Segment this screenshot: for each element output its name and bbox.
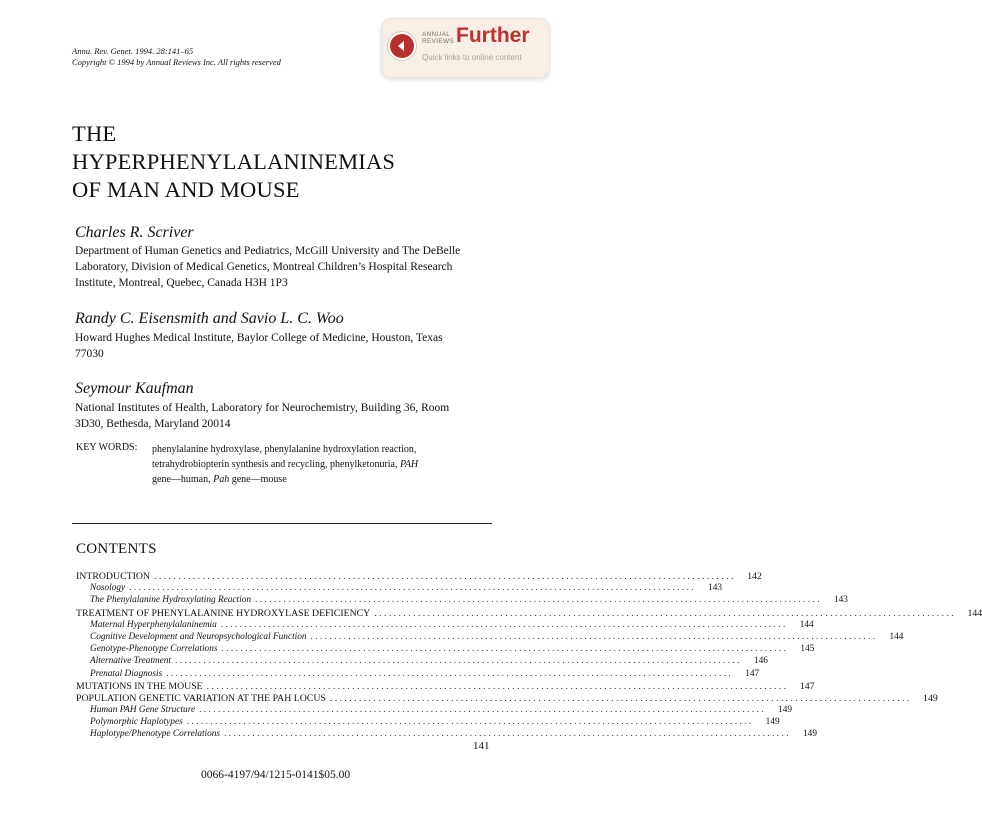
further-tagline: Quick links to online content [422, 53, 522, 62]
toc-page: 145 [800, 644, 815, 655]
toc-page: 149 [923, 692, 938, 704]
toc-label: MUTATIONS IN THE MOUSE [76, 680, 203, 692]
author-affiliation: National Institutes of Health, Laboratory for Neurochemistry, Building 36, Room 3D30, Bethesda, Maryland 20014 [75, 402, 450, 430]
toc-entry [76, 607, 982, 620]
toc-leader: ........................................................................................................................ [374, 607, 957, 619]
back-arrow-icon [388, 32, 416, 60]
toc-subentry [76, 631, 904, 644]
toc-leader: ........................................................................................................................ [154, 571, 736, 582]
toc-leader: ........................................................................................................................ [129, 583, 697, 594]
toc-leader: ........................................................................................................................ [206, 680, 789, 692]
toc-subentry [76, 619, 814, 632]
toc-page: 149 [803, 729, 817, 740]
toc-leader: ........................................................................................................................ [166, 668, 734, 679]
toc-page: 149 [778, 705, 792, 716]
toc-label: Nosology [90, 583, 126, 594]
toc-subentry [76, 644, 815, 656]
toc-page: 147 [745, 668, 760, 679]
toc-subentry [76, 583, 723, 595]
author-name: Randy C. Eisensmith and Savio L. C. Woo [75, 310, 344, 327]
toc-page: 144 [967, 607, 982, 619]
author-affiliation: Howard Hughes Medical Institute, Baylor College of Medicine, Houston, Texas 77030 [75, 332, 443, 360]
toc-label: Maternal Hyperphenylalaninemia [90, 619, 217, 630]
section-divider [72, 523, 492, 524]
toc-leader: ........................................................................................................................ [221, 644, 789, 655]
keywords-list: phenylalanine hydroxylase, phenylalanine hydroxylation reaction, tetrahydrobiopterin synthesis and recycling, phenylketonuria, PAH gene—human, Pah gene—mouse [152, 444, 419, 485]
article-title: THE HYPERPHENYLALANINEMIAS OF MAN AND MOUSE [72, 121, 396, 202]
toc-label: Polymorphic Haplotypes [90, 717, 183, 728]
toc-label: Human PAH Gene Structure [90, 705, 196, 716]
toc-subentry [76, 717, 780, 729]
contents-heading: CONTENTS [76, 541, 157, 557]
copyright-line: Copyright © 1994 by Annual Reviews Inc. All rights reserved [72, 57, 281, 67]
toc-label: Genotype-Phenotype Correlations [90, 644, 218, 655]
further-badge[interactable] [381, 18, 550, 78]
toc-label: INTRODUCTION [76, 571, 151, 582]
toc-label: POPULATION GENETIC VARIATION AT THE PAH LOCUS [76, 692, 326, 704]
toc-subentry [76, 705, 792, 717]
price-code: 0066-4197/94/1215-0141$05.00 [201, 769, 351, 781]
further-brand: Further [456, 24, 530, 47]
toc-leader: ........................................................................................................................ [310, 631, 878, 642]
toc-label: Haplotype/Phenotype Correlations [90, 729, 221, 740]
toc-page: 147 [799, 680, 815, 692]
annual-reviews-logo: ANNUAL REVIEWS [422, 31, 455, 45]
toc-page: 149 [765, 717, 780, 728]
toc-label: Prenatal Diagnosis [90, 668, 163, 679]
toc-page: 146 [753, 656, 768, 667]
toc-label: Alternative Treatment [90, 656, 171, 667]
toc-leader: ........................................................................................................................ [329, 692, 912, 704]
toc-subentry [76, 668, 760, 681]
toc-label: The Phenylalanine Hydroxylating Reaction [90, 595, 252, 606]
toc-page: 144 [799, 619, 814, 630]
toc-leader: ........................................................................................................................ [224, 729, 791, 740]
page-number: 141 [473, 740, 490, 752]
author-name: Charles R. Scriver [75, 224, 194, 241]
toc-page: 143 [708, 583, 723, 594]
toc-leader: ........................................................................................................................ [199, 705, 766, 716]
keywords-label: KEY WORDS: [76, 442, 138, 453]
toc-page: 142 [747, 571, 762, 582]
table-of-contents [76, 571, 982, 742]
author-affiliation: Department of Human Genetics and Pediatrics, McGill University and The DeBelle Laboratory, Division of Medical Genetics, Montreal Children’s Hospital Research Institute, Montreal, Quebec, Canada H3H 1P3 [75, 245, 461, 289]
toc-page: 144 [889, 631, 904, 642]
toc-subentry [76, 656, 768, 668]
author-name: Seymour Kaufman [75, 380, 194, 397]
toc-subentry [76, 595, 848, 607]
toc-page: 143 [833, 595, 848, 606]
toc-leader: ........................................................................................................................ [175, 656, 742, 667]
toc-leader: ........................................................................................................................ [186, 717, 754, 728]
toc-entry [76, 680, 815, 693]
journal-citation: Annu. Rev. Genet. 1994. 28:141–65 [72, 46, 194, 56]
toc-subentry [76, 729, 817, 741]
journal-header [72, 46, 281, 68]
toc-label: Cognitive Development and Neuropsychological Function [90, 631, 307, 642]
toc-entry [76, 692, 938, 705]
toc-leader: ........................................................................................................................ [220, 619, 788, 630]
toc-entry [76, 571, 762, 583]
toc-leader: ........................................................................................................................ [255, 595, 822, 606]
toc-label: TREATMENT OF PHENYLALANINE HYDROXYLASE DEFICIENCY [76, 607, 371, 619]
